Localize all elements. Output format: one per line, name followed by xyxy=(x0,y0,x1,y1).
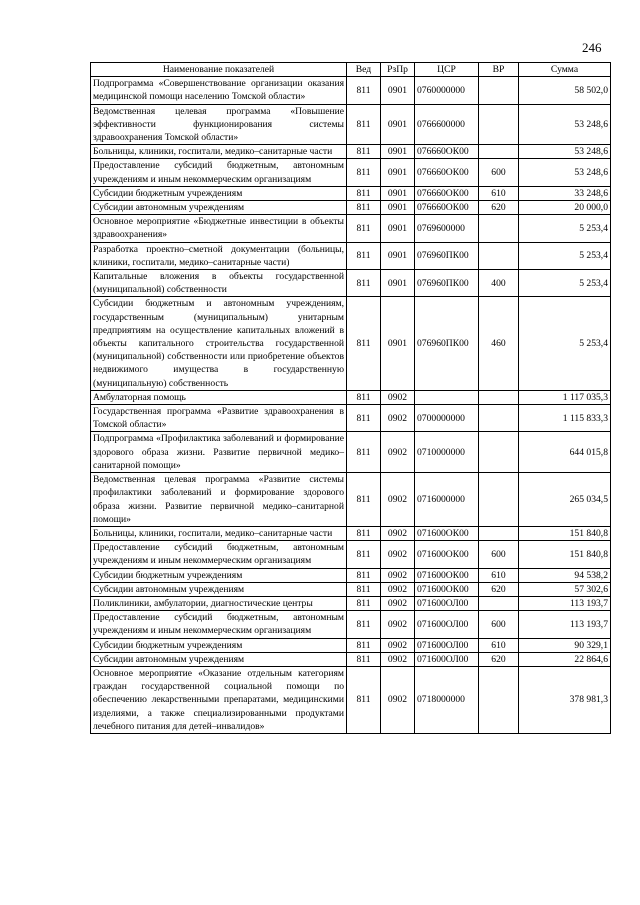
table-row xyxy=(91,270,611,297)
row-sum: 94 538,2 xyxy=(519,568,611,582)
row-vr: 610 xyxy=(479,638,519,652)
row-ved: 811 xyxy=(347,270,381,297)
row-vr: 600 xyxy=(479,611,519,638)
row-sum: 53 248,6 xyxy=(519,104,611,145)
row-sum: 644 015,8 xyxy=(519,432,611,473)
row-ved: 811 xyxy=(347,405,381,432)
table-row xyxy=(91,596,611,610)
row-csr: 076660ОК00 xyxy=(415,159,479,186)
table-row xyxy=(91,638,611,652)
table-row xyxy=(91,186,611,200)
row-sum: 113 193,7 xyxy=(519,596,611,610)
row-vr xyxy=(479,405,519,432)
table-row xyxy=(91,215,611,242)
row-ved: 811 xyxy=(347,215,381,242)
table-row xyxy=(91,666,611,733)
row-ved: 811 xyxy=(347,666,381,733)
header-ved: Вед xyxy=(347,63,381,77)
row-rzpr: 0901 xyxy=(381,297,415,390)
row-name: Основное мероприятие «Оказание отдельным категориям граждан государственной социальной помощи по обеспечению лекарственными препаратами, медицинскими изделиями, а также специализированными продуктами лечебного питания для детей–инвалидов» xyxy=(91,666,347,733)
row-csr: 076660ОК00 xyxy=(415,186,479,200)
row-csr: 0769600000 xyxy=(415,215,479,242)
row-rzpr: 0901 xyxy=(381,104,415,145)
row-name: Субсидии бюджетным учреждениям xyxy=(91,638,347,652)
row-rzpr: 0901 xyxy=(381,77,415,104)
row-sum: 5 253,4 xyxy=(519,297,611,390)
row-ved: 811 xyxy=(347,541,381,568)
row-rzpr: 0902 xyxy=(381,638,415,652)
row-sum: 1 115 833,3 xyxy=(519,405,611,432)
row-ved: 811 xyxy=(347,104,381,145)
table-row xyxy=(91,145,611,159)
row-rzpr: 0901 xyxy=(381,270,415,297)
row-rzpr: 0902 xyxy=(381,390,415,404)
row-rzpr: 0901 xyxy=(381,201,415,215)
row-vr: 610 xyxy=(479,186,519,200)
row-ved: 811 xyxy=(347,652,381,666)
table-row xyxy=(91,390,611,404)
row-vr xyxy=(479,77,519,104)
table-row xyxy=(91,297,611,390)
table-row xyxy=(91,432,611,473)
row-ved: 811 xyxy=(347,568,381,582)
row-csr: 076960ПК00 xyxy=(415,270,479,297)
row-csr: 076660ОК00 xyxy=(415,201,479,215)
row-ved: 811 xyxy=(347,201,381,215)
row-csr: 071600ОЛ00 xyxy=(415,638,479,652)
row-vr xyxy=(479,215,519,242)
row-name: Разработка проектно–сметной документации (больницы, клиники, госпитали, медико–санитарные части) xyxy=(91,242,347,269)
row-rzpr: 0901 xyxy=(381,242,415,269)
row-csr: 0766600000 xyxy=(415,104,479,145)
row-vr: 400 xyxy=(479,270,519,297)
row-rzpr: 0902 xyxy=(381,432,415,473)
row-ved: 811 xyxy=(347,186,381,200)
table-row xyxy=(91,611,611,638)
row-sum: 58 502,0 xyxy=(519,77,611,104)
row-vr: 600 xyxy=(479,159,519,186)
row-sum: 151 840,8 xyxy=(519,541,611,568)
row-ved: 811 xyxy=(347,526,381,540)
row-csr: 071600ОК00 xyxy=(415,568,479,582)
row-sum: 33 248,6 xyxy=(519,186,611,200)
row-vr xyxy=(479,596,519,610)
row-vr xyxy=(479,104,519,145)
row-rzpr: 0902 xyxy=(381,596,415,610)
row-rzpr: 0902 xyxy=(381,611,415,638)
row-name: Ведомственная целевая программа «Повышение эффективности функционирования системы здравоохранения Томской области» xyxy=(91,104,347,145)
row-ved: 811 xyxy=(347,242,381,269)
row-csr: 071600ОЛ00 xyxy=(415,652,479,666)
table-row xyxy=(91,159,611,186)
row-name: Субсидии автономным учреждениям xyxy=(91,652,347,666)
row-sum: 5 253,4 xyxy=(519,270,611,297)
budget-table xyxy=(90,62,611,734)
row-rzpr: 0901 xyxy=(381,186,415,200)
row-ved: 811 xyxy=(347,638,381,652)
row-sum: 5 253,4 xyxy=(519,242,611,269)
page-number: 246 xyxy=(582,40,602,55)
row-name: Ведомственная целевая программа «Развитие системы профилактики заболеваний и формирование здорового образа жизни. Развитие первичной медико–санитарной помощи» xyxy=(91,473,347,527)
row-sum: 1 117 035,3 xyxy=(519,390,611,404)
table-row xyxy=(91,652,611,666)
row-vr xyxy=(479,473,519,527)
table-row xyxy=(91,582,611,596)
row-rzpr: 0902 xyxy=(381,405,415,432)
row-vr xyxy=(479,526,519,540)
row-rzpr: 0902 xyxy=(381,582,415,596)
row-ved: 811 xyxy=(347,432,381,473)
header-sum: Сумма xyxy=(519,63,611,77)
row-csr: 071600ОЛ00 xyxy=(415,611,479,638)
table-row xyxy=(91,77,611,104)
row-sum: 151 840,8 xyxy=(519,526,611,540)
row-name: Поликлиники, амбулатории, диагностические центры xyxy=(91,596,347,610)
row-name: Больницы, клиники, госпитали, медико–санитарные части xyxy=(91,145,347,159)
header-csr: ЦСР xyxy=(415,63,479,77)
row-name: Субсидии автономным учреждениям xyxy=(91,582,347,596)
row-name: Подпрограмма «Совершенствование организации оказания медицинской помощи населению Томской области» xyxy=(91,77,347,104)
row-sum: 53 248,6 xyxy=(519,145,611,159)
row-name: Субсидии бюджетным учреждениям xyxy=(91,568,347,582)
row-sum: 22 864,6 xyxy=(519,652,611,666)
row-name: Амбулаторная помощь xyxy=(91,390,347,404)
row-sum: 53 248,6 xyxy=(519,159,611,186)
row-vr: 600 xyxy=(479,541,519,568)
row-csr: 071600ОК00 xyxy=(415,526,479,540)
row-sum: 378 981,3 xyxy=(519,666,611,733)
row-ved: 811 xyxy=(347,582,381,596)
row-rzpr: 0902 xyxy=(381,473,415,527)
row-rzpr: 0902 xyxy=(381,652,415,666)
row-csr: 071600ОЛ00 xyxy=(415,596,479,610)
row-name: Капитальные вложения в объекты государственной (муниципальной) собственности xyxy=(91,270,347,297)
row-vr: 620 xyxy=(479,652,519,666)
table-row xyxy=(91,405,611,432)
row-sum: 57 302,6 xyxy=(519,582,611,596)
row-sum: 113 193,7 xyxy=(519,611,611,638)
table-row xyxy=(91,568,611,582)
row-sum: 90 329,1 xyxy=(519,638,611,652)
row-csr: 0760000000 xyxy=(415,77,479,104)
row-ved: 811 xyxy=(347,473,381,527)
table-row xyxy=(91,473,611,527)
row-csr: 0710000000 xyxy=(415,432,479,473)
row-rzpr: 0901 xyxy=(381,145,415,159)
row-ved: 811 xyxy=(347,390,381,404)
row-rzpr: 0901 xyxy=(381,215,415,242)
row-csr: 076960ПК00 xyxy=(415,297,479,390)
row-rzpr: 0902 xyxy=(381,666,415,733)
row-rzpr: 0902 xyxy=(381,526,415,540)
row-csr: 071600ОК00 xyxy=(415,541,479,568)
row-vr: 460 xyxy=(479,297,519,390)
row-vr: 620 xyxy=(479,582,519,596)
table-row xyxy=(91,541,611,568)
table-header-row xyxy=(91,63,611,77)
row-rzpr: 0901 xyxy=(381,159,415,186)
row-ved: 811 xyxy=(347,297,381,390)
row-vr xyxy=(479,666,519,733)
row-name: Субсидии автономным учреждениям xyxy=(91,201,347,215)
row-csr: 076660ОК00 xyxy=(415,145,479,159)
row-sum: 20 000,0 xyxy=(519,201,611,215)
row-csr xyxy=(415,390,479,404)
row-ved: 811 xyxy=(347,145,381,159)
table-row xyxy=(91,526,611,540)
header-vr: ВР xyxy=(479,63,519,77)
row-csr: 0716000000 xyxy=(415,473,479,527)
row-vr xyxy=(479,242,519,269)
row-vr xyxy=(479,145,519,159)
row-vr: 620 xyxy=(479,201,519,215)
header-name: Наименование показателей xyxy=(91,63,347,77)
row-csr: 0718000000 xyxy=(415,666,479,733)
row-name: Субсидии бюджетным и автономным учреждениям, государственным (муниципальным) унитарным предприятиям на осуществление капитальных вложений в объекты капитального строительства государственной (муниципальной) собственности или приобретение объектов недвижимого имущества в государственную (муниципальную) собственность xyxy=(91,297,347,390)
row-sum: 265 034,5 xyxy=(519,473,611,527)
row-csr: 071600ОК00 xyxy=(415,582,479,596)
row-ved: 811 xyxy=(347,596,381,610)
row-name: Предоставление субсидий бюджетным, автономным учреждениям и иным некоммерческим организациям xyxy=(91,611,347,638)
row-name: Предоставление субсидий бюджетным, автономным учреждениям и иным некоммерческим организациям xyxy=(91,541,347,568)
row-rzpr: 0902 xyxy=(381,541,415,568)
row-name: Подпрограмма «Профилактика заболеваний и формирование здорового образа жизни. Развитие первичной медико–санитарной помощи» xyxy=(91,432,347,473)
row-vr xyxy=(479,432,519,473)
row-ved: 811 xyxy=(347,159,381,186)
row-ved: 811 xyxy=(347,77,381,104)
row-name: Государственная программа «Развитие здравоохранения в Томской области» xyxy=(91,405,347,432)
row-ved: 811 xyxy=(347,611,381,638)
table-row xyxy=(91,242,611,269)
row-sum: 5 253,4 xyxy=(519,215,611,242)
row-rzpr: 0902 xyxy=(381,568,415,582)
row-name: Предоставление субсидий бюджетным, автономным учреждениям и иным некоммерческим организациям xyxy=(91,159,347,186)
table-row xyxy=(91,201,611,215)
row-vr: 610 xyxy=(479,568,519,582)
row-name: Основное мероприятие «Бюджетные инвестиции в объекты здравоохранения» xyxy=(91,215,347,242)
row-csr: 076960ПК00 xyxy=(415,242,479,269)
table-row xyxy=(91,104,611,145)
row-name: Субсидии бюджетным учреждениям xyxy=(91,186,347,200)
row-name: Больницы, клиники, госпитали, медико–санитарные части xyxy=(91,526,347,540)
row-vr xyxy=(479,390,519,404)
header-rzpr: РзПр xyxy=(381,63,415,77)
row-csr: 0700000000 xyxy=(415,405,479,432)
